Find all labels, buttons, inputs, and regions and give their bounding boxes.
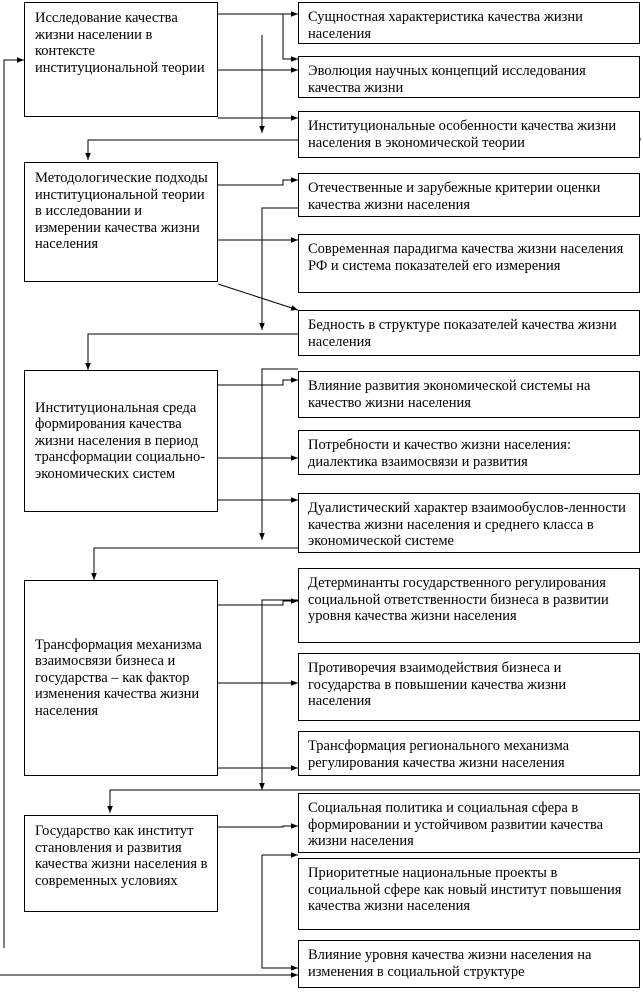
- section-1-topic-1: Сущностная характеристика качества жизни населения: [298, 2, 640, 44]
- arrow-s2-t3: [218, 284, 298, 310]
- section-4-heading: Трансформация механизма взаимосвязи бизнеса и государства – как фактор изменения качества жизни населения: [35, 636, 202, 719]
- section-3-topic-1: Влияние развития экономической системы на качество жизни населения: [298, 371, 640, 418]
- arrow-s4-t1: [218, 601, 298, 605]
- section-4-topic-2: Противоречия взаимодействия бизнеса и государства в повышении качества жизни населения: [298, 653, 640, 721]
- section-1-topic-3: Институциональные особенности качества жизни населения в экономической теории: [298, 111, 640, 158]
- section-5-topic-1: Социальная политика и социальная сфера в формировании и устойчивом развитии качества жизни населения: [298, 793, 640, 853]
- section-1-heading-box: [24, 2, 218, 117]
- section-4-topic-1: Детерминанты государственного регулирования социальной ответственности бизнеса в развитии уровня качества жизни населения: [298, 568, 640, 643]
- section-2-topic-1: Отечественные и зарубежные критерии оценки качества жизни населения: [298, 173, 640, 217]
- section-1-topic-2: Эволюция научных концепций исследования качества жизни: [298, 56, 640, 98]
- section-1-heading: Исследование качества жизни населении в контексте институциональной теории: [35, 10, 205, 76]
- section-4-heading-box: [24, 580, 218, 776]
- section-3-heading-box: [24, 370, 218, 512]
- feedback-loop-line: [4, 60, 24, 948]
- arrow-s4-down: [262, 600, 298, 790]
- section-5-heading-box: [24, 815, 218, 912]
- section-3-topic-2: Потребности и качество жизни населения: диалектика взаимосвязи и развития: [298, 430, 640, 475]
- section-5-heading: Государство как институт становления и развития качества жизни населения в современных условиях: [35, 823, 208, 889]
- arrow-s1-t1: [218, 14, 298, 59]
- section-2-topic-2: Современная парадигма качества жизни населения РФ и система показателей его измерения: [298, 234, 640, 293]
- section-5-topic-3: Влияние уровня качества жизни населения на изменения в социальной структуре: [298, 940, 640, 988]
- section-3-heading: Институциональная среда формирования качества жизни населения в период трансформации социально-экономических систем: [35, 399, 206, 482]
- section-4-topic-3: Трансформация регионального механизма регулирования качества жизни населения: [298, 731, 640, 776]
- section-5-topic-2: Приоритетные национальные проекты в социальной сфере как новый институт повышения качества жизни населения: [298, 858, 640, 930]
- arrow-s3-down: [262, 369, 298, 540]
- section-2-topic-3: Бедность в структуре показателей качества жизни населения: [298, 310, 640, 356]
- arrow-s2-t1: [218, 180, 298, 185]
- section-2-heading: Методологические подходы институциональной теории в исследовании и измерении качества жизни населения: [35, 170, 208, 252]
- arrow-s5-vert: [262, 855, 298, 968]
- arrow-s2-down: [262, 208, 298, 330]
- section-2-heading-box: [24, 162, 218, 282]
- arrow-s3-t1: [218, 380, 298, 385]
- section-3-topic-3: Дуалистический характер взаимообуслов-ленности качества жизни населения и среднего класса в экономической системе: [298, 493, 640, 553]
- arrow-s5-t1: [218, 826, 298, 827]
